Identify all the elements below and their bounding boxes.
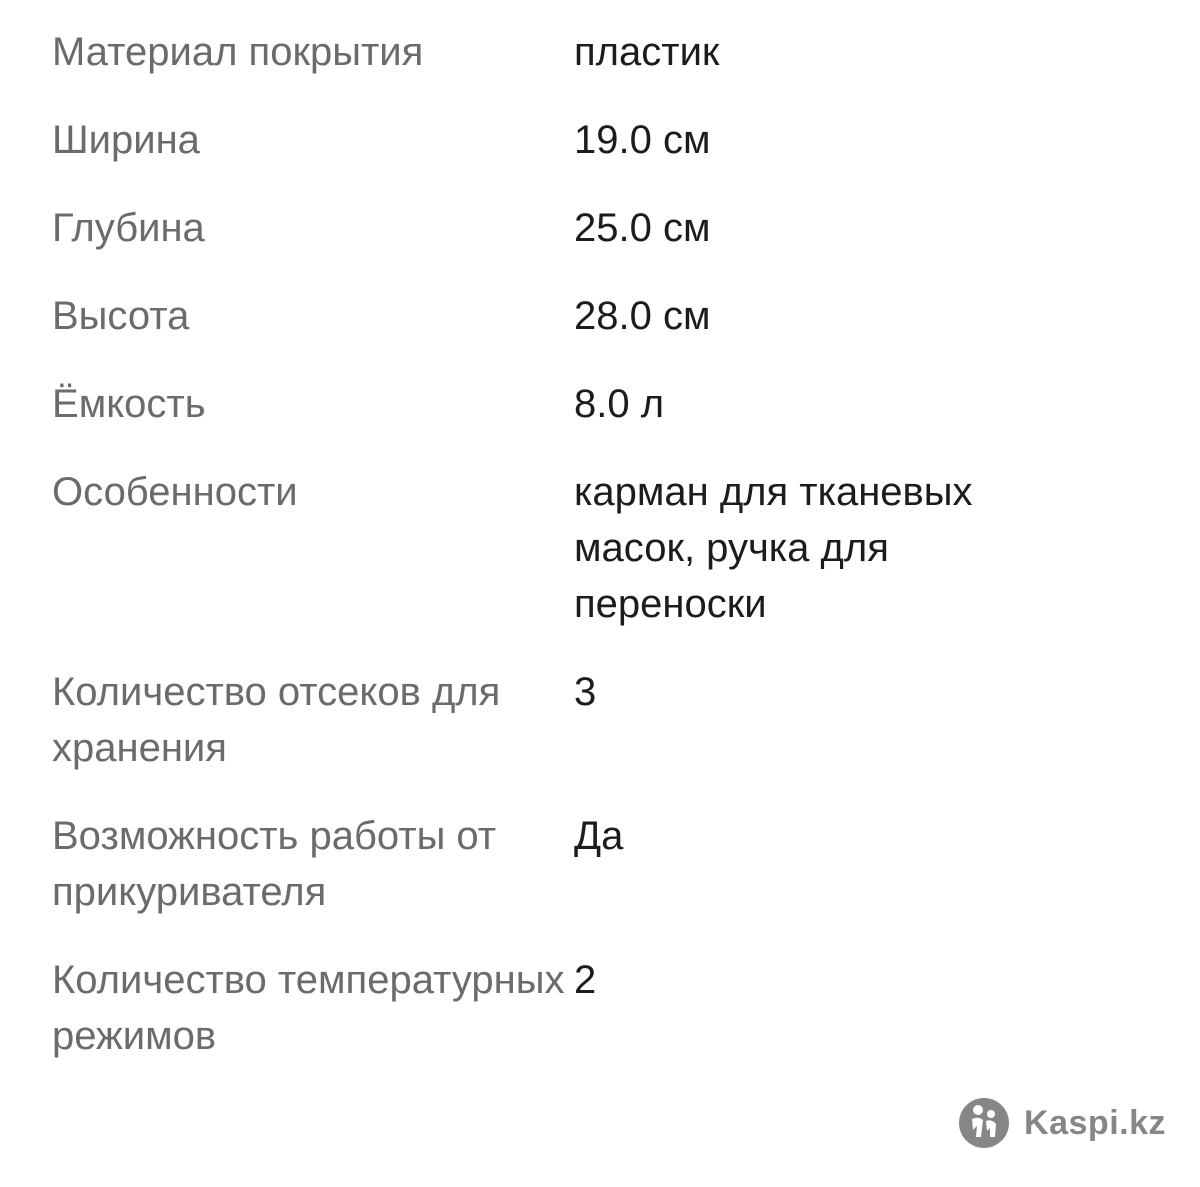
spec-value: карман для тканевых масок, ручка для переноски [574, 470, 973, 626]
spec-label: Материал покрытия [52, 30, 424, 74]
spec-row-width [52, 112, 1152, 168]
spec-value: Да [574, 814, 624, 858]
spec-row-depth [52, 200, 1152, 256]
spec-value: 19.0 см [574, 118, 711, 162]
spec-label: Ёмкость [52, 382, 206, 426]
kaspi-logo-icon [958, 1097, 1010, 1149]
watermark-text: Kaspi.kz [1024, 1103, 1166, 1142]
spec-label: Ширина [52, 118, 200, 162]
spec-row-features [52, 464, 1152, 632]
spec-value: 28.0 см [574, 294, 711, 338]
kaspi-watermark [958, 1097, 1166, 1149]
spec-label: Количество отсеков для хранения [52, 670, 501, 770]
spec-value: 8.0 л [574, 382, 665, 426]
spec-value: 2 [574, 958, 597, 1002]
spec-row-height [52, 288, 1152, 344]
spec-row-temperature-modes [52, 952, 1152, 1064]
spec-value: 25.0 см [574, 206, 711, 250]
spec-row-car-lighter [52, 808, 1152, 920]
spec-label: Глубина [52, 206, 205, 250]
spec-value: пластик [574, 30, 720, 74]
spec-label: Возможность работы от прикуривателя [52, 814, 497, 914]
specifications-list [52, 24, 1152, 1096]
spec-row-capacity [52, 376, 1152, 432]
spec-row-compartments [52, 664, 1152, 776]
spec-row-material [52, 24, 1152, 80]
spec-label: Особенности [52, 470, 298, 514]
spec-value: 3 [574, 670, 597, 714]
spec-label: Высота [52, 294, 190, 338]
spec-label: Количество температурных режимов [52, 958, 565, 1058]
